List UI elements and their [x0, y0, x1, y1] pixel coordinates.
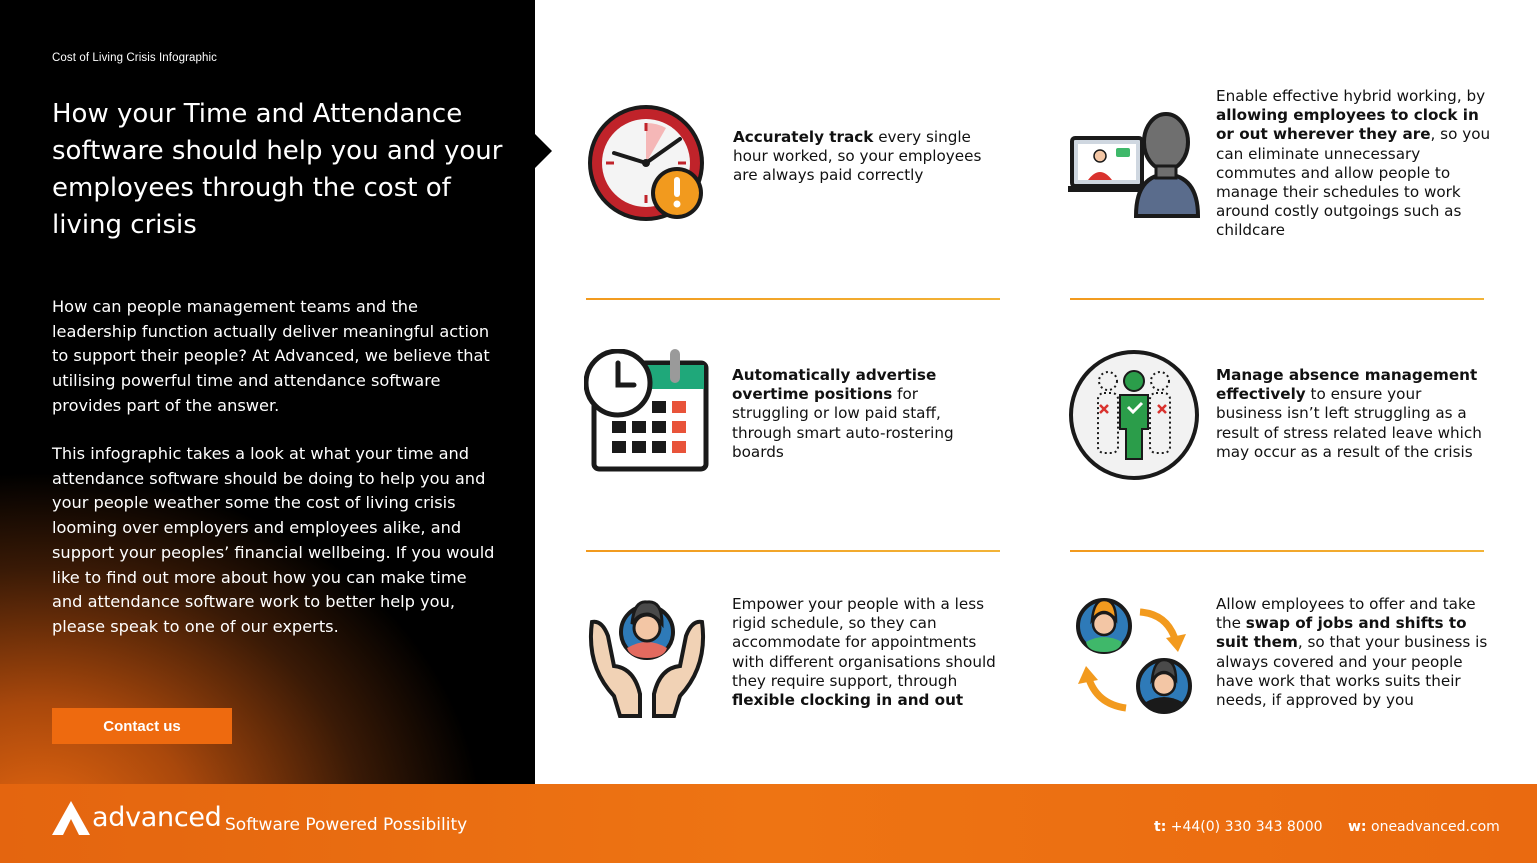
divider	[586, 298, 1000, 300]
absence-people-icon	[1068, 349, 1200, 481]
contact-us-button[interactable]: Contact us	[52, 708, 232, 744]
feature-text: Empower your people with a less rigid schedule, so they can accommodate for appointments with different organisations should they require support, through flexible clocking in and out	[732, 595, 996, 710]
advanced-logo[interactable]	[52, 801, 222, 835]
tagline: Software Powered Possibility	[225, 815, 468, 835]
divider	[586, 550, 1000, 552]
intro-paragraph-2: This infographic takes a look at what your time and attendance software should be doing to help you and your people weather some the cost of living crisis looming over employers and employees alike, and support your peoples’ financial wellbeing. If you would like to find out more about how you can make time and attendance software work to better help you, please speak to one of our experts.	[52, 444, 495, 636]
feature-text: Manage absence management effectively to ensure your business isn’t left struggling as a result of stress related leave which may occur as a result of the crisis	[1216, 366, 1482, 461]
calendar-clock-icon	[584, 349, 710, 473]
eyebrow-label: Cost of Living Crisis Infographic	[52, 52, 218, 64]
feature-text: Accurately track every single hour worked, so your employees are always paid correctly	[733, 128, 982, 185]
care-hands-icon	[584, 596, 710, 720]
divider	[1070, 298, 1484, 300]
page-title: How your Time and Attendance software should help you and your employees through the cost of living crisis	[52, 99, 503, 240]
logo-mark-icon	[52, 801, 90, 835]
footer-bar	[0, 784, 1537, 863]
divider	[1070, 550, 1484, 552]
feature-text: Enable effective hybrid working, by allowing employees to clock in or out wherever they are, so you can eliminate unnecessary commutes and allow people to manage their schedules to work around costly outgoings such as childcare	[1216, 87, 1491, 240]
feature-text: Allow employees to offer and take the swap of jobs and shifts to suit them, so that your business is always covered and your people have work that works suits their needs, if approved by you	[1216, 595, 1488, 710]
video-call-icon	[1066, 106, 1202, 220]
panel-pointer	[535, 134, 552, 168]
intro-paragraph-1: How can people management teams and the leadership function actually deliver meaningful action to support their people? At Advanced, we believe that utilising powerful time and attendance software provides part of the answer.	[52, 297, 490, 415]
intro-panel	[0, 0, 535, 784]
feature-text: Automatically advertise overtime positions for struggling or low paid staff, through smart auto-rostering boards	[732, 366, 954, 461]
logo-wordmark: advanced	[92, 802, 222, 833]
website-link[interactable]: w: oneadvanced.com	[1348, 819, 1500, 835]
telephone[interactable]: t: +44(0) 330 343 8000	[1154, 819, 1323, 835]
clock-alert-icon	[586, 103, 708, 225]
shift-swap-icon	[1074, 594, 1194, 720]
